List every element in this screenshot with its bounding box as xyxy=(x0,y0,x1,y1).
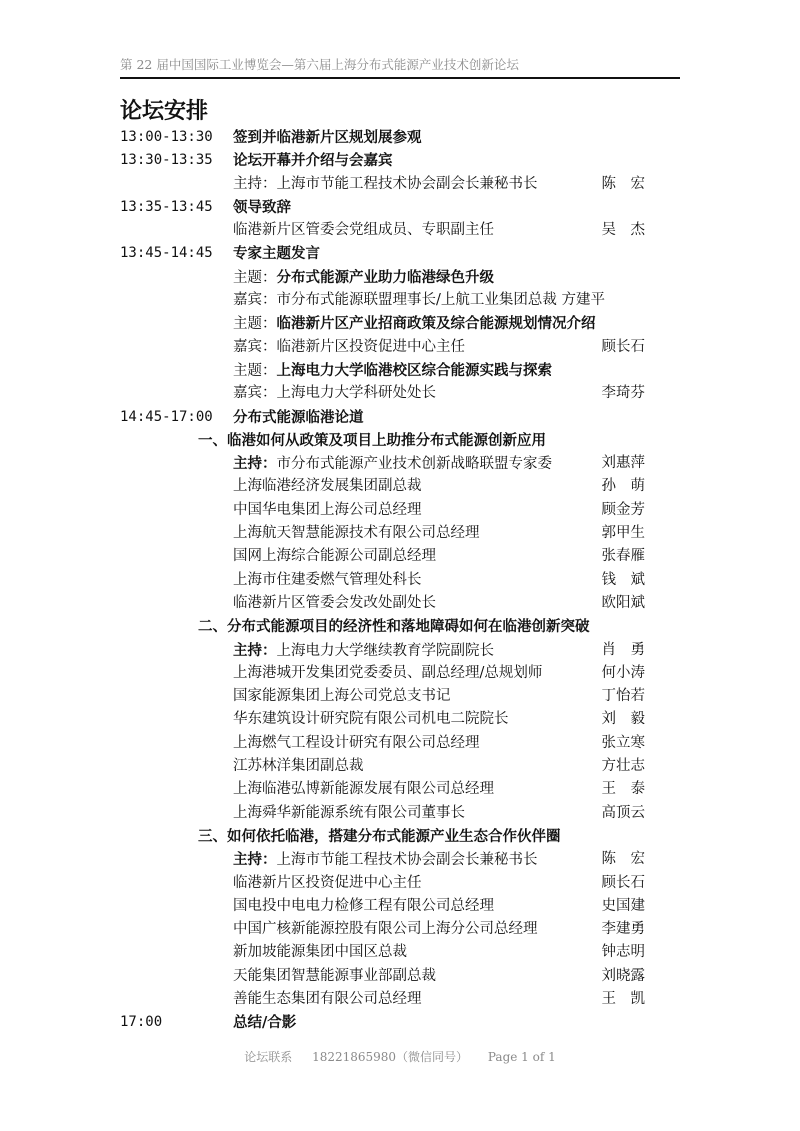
agenda-detail-row xyxy=(0,592,800,615)
footer xyxy=(0,1048,800,1065)
agenda-detail-row xyxy=(0,289,800,312)
agenda-detail-row xyxy=(0,569,800,592)
time-slot: 13:45-14:45 xyxy=(120,245,213,262)
agenda-item-label: 上海市住建委燃气管理处科长 xyxy=(233,571,422,588)
agenda-item-label: 上海港城开发集团党委委员、副总经理/总规划师 xyxy=(233,664,543,681)
agenda-item-label: 新加坡能源集团中国区总裁 xyxy=(233,944,407,961)
speaker-name: 方壮志 xyxy=(601,758,645,775)
agenda-item-label: 临港新片区管委会党组成员、专职副主任 xyxy=(233,222,494,239)
agenda-detail-row xyxy=(0,475,800,498)
agenda-text xyxy=(233,941,407,964)
speaker-name: 刘惠萍 xyxy=(601,455,645,472)
agenda-text xyxy=(233,778,494,801)
agenda-detail-row xyxy=(0,941,800,964)
speaker-name: 顾金芳 xyxy=(601,501,645,518)
agenda-item-label: 华东建筑设计研究院有限公司机电二院院长 xyxy=(233,711,509,728)
role-prefix: 嘉宾： xyxy=(233,385,277,402)
agenda-text xyxy=(198,825,561,848)
role-prefix: 主题： xyxy=(233,362,277,379)
speaker-name: 陈 宏 xyxy=(601,175,645,192)
time-slot: 13:30-13:35 xyxy=(120,152,213,169)
page-title: 论坛安排 xyxy=(120,99,209,124)
agenda-detail-row xyxy=(0,312,800,335)
agenda-item-label: 市分布式能源联盟理事长/上航工业集团总裁 方建平 xyxy=(276,292,605,309)
agenda-text xyxy=(233,452,552,476)
agenda-text xyxy=(233,965,436,988)
agenda-item-label: 上海电力大学科研处处长 xyxy=(276,385,436,402)
agenda-text xyxy=(233,359,552,383)
agenda-item-label: 上海燃气工程设计研究有限公司总经理 xyxy=(233,734,480,751)
role-prefix: 嘉宾： xyxy=(233,292,277,309)
agenda-item-label: 上海舜华新能源系统有限公司董事长 xyxy=(233,804,465,821)
agenda-text xyxy=(233,569,422,592)
agenda-detail-row xyxy=(0,895,800,918)
speaker-name: 陈 宏 xyxy=(601,851,645,868)
agenda-text xyxy=(233,149,393,173)
agenda-detail-row xyxy=(0,918,800,941)
agenda-text xyxy=(233,499,422,522)
speaker-name: 顾长石 xyxy=(601,874,645,891)
agenda-item-label: 江苏林洋集团副总裁 xyxy=(233,758,364,775)
agenda-text xyxy=(233,848,538,872)
speaker-name: 钟志明 xyxy=(601,944,645,961)
agenda-item-label: 善能生态集团有限公司总经理 xyxy=(233,990,422,1007)
agenda-time-row xyxy=(0,196,800,219)
agenda-item-label: 临港新片区投资促进中心主任 xyxy=(233,874,422,891)
agenda-text xyxy=(233,522,480,545)
agenda-text xyxy=(233,126,422,150)
speaker-name: 钱 斌 xyxy=(601,571,645,588)
agenda-text xyxy=(233,802,465,825)
agenda-item-label: 上海航天智慧能源技术有限公司总经理 xyxy=(233,525,480,542)
role-prefix: 主题： xyxy=(233,269,277,286)
footer-page-number: Page 1 of 1 xyxy=(487,1050,556,1064)
agenda-item-label: 一、临港如何从政策及项目上助推分布式能源创新应用 xyxy=(198,431,546,449)
agenda-detail-row xyxy=(0,639,800,662)
agenda-list xyxy=(0,126,800,1035)
agenda-item-label: 国电投中电电力检修工程有限公司总经理 xyxy=(233,897,494,914)
agenda-detail-row xyxy=(0,522,800,545)
agenda-text xyxy=(233,196,291,220)
agenda-item-label: 专家主题发言 xyxy=(233,245,320,263)
agenda-text xyxy=(233,289,605,312)
agenda-item-label: 领导致辞 xyxy=(233,198,291,216)
agenda-item-label: 三、如何依托临港，搭建分布式能源产业生态合作伙伴圈 xyxy=(198,827,561,845)
agenda-detail-row xyxy=(0,965,800,988)
agenda-detail-row xyxy=(0,452,800,475)
speaker-name: 高顶云 xyxy=(601,804,645,821)
agenda-text xyxy=(233,406,364,430)
time-slot: 13:00-13:30 xyxy=(120,129,213,145)
agenda-text xyxy=(233,918,538,941)
agenda-text xyxy=(198,429,546,452)
agenda-time-row xyxy=(0,149,800,172)
agenda-detail-row xyxy=(0,872,800,895)
agenda-time-row xyxy=(0,126,800,149)
speaker-name: 王 泰 xyxy=(601,781,645,798)
agenda-item-label: 临港新片区管委会发改处副处长 xyxy=(233,594,436,611)
agenda-text xyxy=(233,336,465,359)
role-prefix: 嘉宾： xyxy=(233,338,277,355)
agenda-text xyxy=(233,382,436,405)
agenda-text xyxy=(233,312,596,336)
footer-phone: 18221865980（微信同号） xyxy=(312,1050,469,1064)
agenda-item-label: 分布式能源临港论道 xyxy=(233,408,364,426)
agenda-text xyxy=(233,545,436,568)
agenda-item-label: 中国华电集团上海公司总经理 xyxy=(233,501,422,518)
agenda-detail-row xyxy=(0,545,800,568)
agenda-detail-row xyxy=(0,988,800,1011)
footer-contact-label: 论坛联系 xyxy=(244,1050,293,1064)
agenda-text xyxy=(233,266,494,290)
running-header: 第 22 届中国国际工业博览会—第六届上海分布式能源产业技术创新论坛 xyxy=(120,55,680,79)
agenda-text xyxy=(233,1011,296,1035)
agenda-text xyxy=(233,475,422,498)
agenda-detail-row xyxy=(0,382,800,405)
speaker-name: 丁怡若 xyxy=(601,688,645,705)
role-prefix: 主持： xyxy=(233,641,277,659)
agenda-detail-row xyxy=(0,173,800,196)
speaker-name: 肖 勇 xyxy=(601,641,645,658)
agenda-detail-row xyxy=(0,802,800,825)
section-heading-row xyxy=(0,615,800,638)
agenda-text xyxy=(233,219,494,242)
agenda-detail-row xyxy=(0,732,800,755)
agenda-item-label: 分布式能源产业助力临港绿色升级 xyxy=(276,268,494,286)
speaker-name: 欧阳斌 xyxy=(601,594,645,611)
agenda-text xyxy=(233,872,422,895)
role-prefix: 主持： xyxy=(233,851,277,869)
agenda-time-row xyxy=(0,1011,800,1034)
agenda-text xyxy=(233,242,320,266)
speaker-name: 王 凯 xyxy=(601,990,645,1007)
speaker-name: 李建勇 xyxy=(601,921,645,938)
agenda-item-label: 上海市节能工程技术协会副会长兼秘书长 xyxy=(276,175,538,192)
agenda-text xyxy=(233,685,451,708)
agenda-item-label: 天能集团智慧能源事业部副总裁 xyxy=(233,967,436,984)
speaker-name: 孙 萌 xyxy=(601,478,645,495)
agenda-item-label: 上海临港经济发展集团副总裁 xyxy=(233,478,422,495)
agenda-item-label: 论坛开幕并介绍与会嘉宾 xyxy=(233,152,393,170)
agenda-item-label: 上海市节能工程技术协会副会长兼秘书长 xyxy=(276,852,538,869)
speaker-name: 何小涛 xyxy=(601,664,645,681)
speaker-name: 顾长石 xyxy=(601,338,645,355)
agenda-detail-row xyxy=(0,778,800,801)
speaker-name: 刘晓露 xyxy=(601,967,645,984)
agenda-item-label: 二、分布式能源项目的经济性和落地障碍如何在临港创新突破 xyxy=(198,618,590,636)
agenda-detail-row xyxy=(0,685,800,708)
agenda-item-label: 国网上海综合能源公司副总经理 xyxy=(233,548,436,565)
role-prefix: 主持： xyxy=(233,455,277,473)
agenda-text xyxy=(233,732,480,755)
time-slot: 14:45-17:00 xyxy=(120,408,213,425)
agenda-detail-row xyxy=(0,266,800,289)
speaker-name: 刘 毅 xyxy=(601,711,645,728)
agenda-item-label: 上海电力大学继续教育学院副院长 xyxy=(276,642,494,659)
agenda-item-label: 签到并临港新片区规划展参观 xyxy=(233,129,422,146)
time-slot: 17:00 xyxy=(120,1014,163,1031)
agenda-text xyxy=(233,173,538,196)
speaker-name: 张立寒 xyxy=(601,734,645,751)
agenda-detail-row xyxy=(0,755,800,778)
agenda-text xyxy=(233,639,494,663)
agenda-text xyxy=(233,662,542,685)
agenda-detail-row xyxy=(0,662,800,685)
agenda-item-label: 上海临港弘博新能源发展有限公司总经理 xyxy=(233,781,494,798)
agenda-text xyxy=(233,708,509,731)
agenda-text xyxy=(198,615,590,638)
agenda-detail-row xyxy=(0,848,800,871)
agenda-item-label: 临港新片区投资促进中心主任 xyxy=(276,338,465,355)
agenda-item-label: 总结/合影 xyxy=(233,1014,297,1032)
agenda-item-label: 市分布式能源产业技术创新战略联盟专家委 xyxy=(276,456,552,473)
agenda-item-label: 国家能源集团上海公司党总支书记 xyxy=(233,688,451,705)
section-heading-row xyxy=(0,825,800,848)
agenda-item-label: 中国广核新能源控股有限公司上海分公司总经理 xyxy=(233,921,538,938)
agenda-text xyxy=(233,755,364,778)
agenda-detail-row xyxy=(0,708,800,731)
agenda-detail-row xyxy=(0,219,800,242)
role-prefix: 主题： xyxy=(233,316,277,333)
speaker-name: 张春雁 xyxy=(601,548,645,565)
section-heading-row xyxy=(0,429,800,452)
agenda-time-row xyxy=(0,406,800,429)
speaker-name: 郭甲生 xyxy=(601,525,645,542)
agenda-time-row xyxy=(0,242,800,265)
agenda-detail-row xyxy=(0,336,800,359)
speaker-name: 李琦芬 xyxy=(601,385,645,402)
agenda-item-label: 临港新片区产业招商政策及综合能源规划情况介绍 xyxy=(276,315,596,333)
agenda-detail-row xyxy=(0,499,800,522)
speaker-name: 吴 杰 xyxy=(601,222,645,239)
agenda-item-label: 上海电力大学临港校区综合能源实践与探索 xyxy=(276,361,552,379)
agenda-text xyxy=(233,988,422,1011)
agenda-text xyxy=(233,895,494,918)
agenda-text xyxy=(233,592,436,615)
role-prefix: 主持： xyxy=(233,175,277,192)
speaker-name: 史国建 xyxy=(601,897,645,914)
agenda-detail-row xyxy=(0,359,800,382)
time-slot: 13:35-13:45 xyxy=(120,198,213,215)
